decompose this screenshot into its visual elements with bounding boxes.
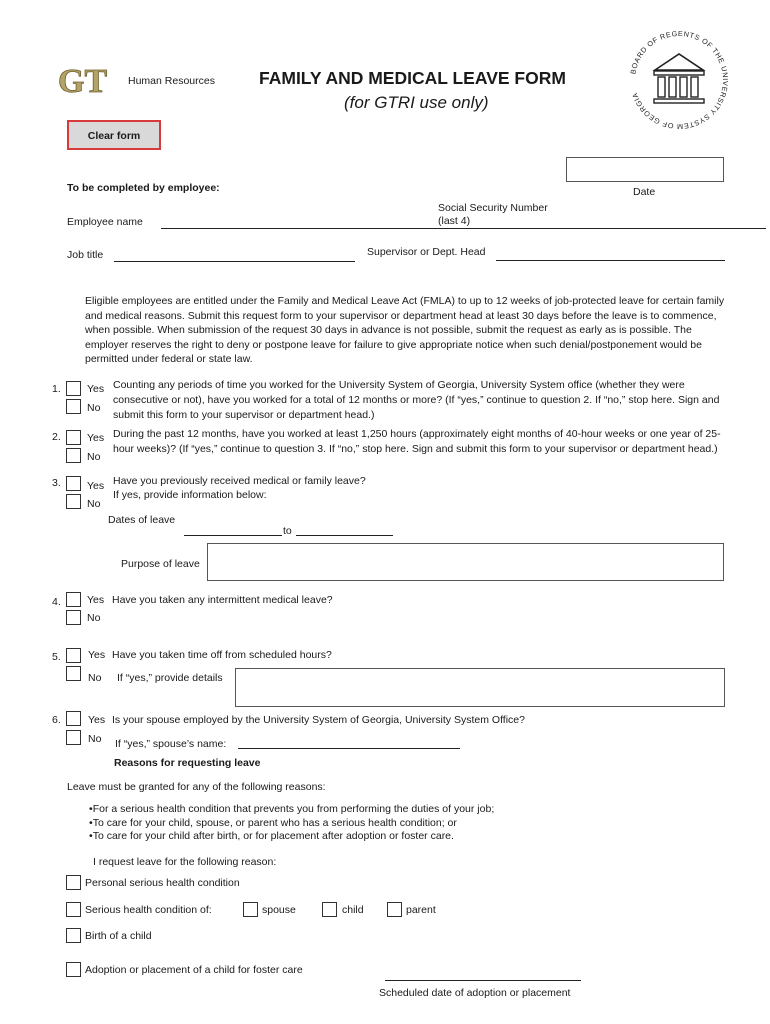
employee-name-input[interactable] [161,228,766,229]
q2-number: 2. [52,431,61,443]
q2-no-label: No [87,451,101,463]
employee-name-label: Employee name [67,216,143,228]
q4-no-label: No [87,612,101,624]
fmla-intro: Eligible employees are entitled under the Family and Medical Leave Act (FMLA) to up to 12 weeks of job-protected leave for certain family and medical reasons. Submit this request form to your supervisor or department head at least 30 days before the leave is to commence, when possible. When submission of the request 30 days in advance is not possible, submit the request as early as is possible. The employer reserves the right to deny or postpone leave for failure to give appropriate notice when such denial/postponement would be permitted under federal or state law. [85,295,725,366]
reason-item: • For a serious health condition that prevents you from performing the duties of your job; [89,803,494,817]
request-reason-label: I request leave for the following reason: [93,856,277,868]
q2-text: During the past 12 months, have you worked at least 1,250 hours (approximately eight months of 40-hour weeks or one year of 25-hour weeks)? (If “yes,” continue to question 3. If “no,” stop here. Sign and submit this form to your supervisor or department head.) [113,428,721,455]
q3-text: Have you previously received medical or family leave? [113,475,366,487]
q1-text: Counting any periods of time you worked for the University System of Georgia, University System office (whether they were consecutive or not), have you worked for a total of 12 months or more? (If “yes,” continue to question 2. If “no,” stop here. Sign and submit this form to your supervisor or department head.) [113,379,720,421]
job-title-label: Job title [67,249,104,261]
birth-of-child-checkbox[interactable] [66,928,81,943]
q5-no-label: No [88,672,102,684]
adoption-date-label: Scheduled date of adoption or placement [379,987,571,999]
q3-yes-checkbox[interactable] [66,476,81,491]
form-title: FAMILY AND MEDICAL LEAVE FORM [259,68,566,88]
q5-text: Have you taken time off from scheduled hours? [112,649,332,661]
reasons-intro: Leave must be granted for any of the following reasons: [67,781,326,793]
child-label: child [342,904,364,916]
spouse-name-label: If “yes,” spouse’s name: [115,738,227,750]
q4-number: 4. [52,596,61,608]
q5-yes-label: Yes [88,649,106,661]
q5-number: 5. [52,651,61,663]
seal-text: BOARD OF REGENTS OF THE UNIVERSITY SYSTEM OF GEORGIA [628,30,731,130]
dates-of-leave-label: Dates of leave [108,514,176,526]
employee-section-heading: To be completed by employee: [67,182,220,194]
q6-yes-label: Yes [88,714,106,726]
reasons-list [89,803,494,844]
parent-checkbox[interactable] [387,902,402,917]
q2-yes-label: Yes [87,432,105,444]
q2-yes-checkbox[interactable] [66,430,81,445]
q5-yes-checkbox[interactable] [66,648,81,663]
reasons-heading: Reasons for requesting leave [114,757,261,769]
q3-text-sub: If yes, provide information below: [113,489,267,501]
q6-yes-checkbox[interactable] [66,711,81,726]
q1-no-checkbox[interactable] [66,399,81,414]
q2-no-checkbox[interactable] [66,448,81,463]
reason-item: • To care for your child, spouse, or parent who has a serious health condition; or [89,817,494,831]
q4-text: Have you taken any intermittent medical leave? [112,594,333,606]
adoption-date-input[interactable] [385,980,581,981]
leave-end-input[interactable] [296,535,393,536]
q1-yes-label: Yes [87,383,105,395]
svg-text:BOARD OF REGENTS OF THE UNIVER [628,30,730,130]
q1-no-label: No [87,402,101,414]
spouse-label: spouse [262,904,296,916]
spouse-name-input[interactable] [238,748,460,749]
clear-form-label: Clear form [87,130,141,142]
department-label: Human Resources [128,75,215,87]
q4-yes-label: Yes [87,594,105,606]
q3-yes-label: Yes [87,480,105,492]
date-input[interactable] [566,157,724,182]
spouse-checkbox[interactable] [243,902,258,917]
purpose-of-leave-label: Purpose of leave [121,558,200,570]
q4-yes-checkbox[interactable] [66,592,81,607]
reason-item: • To care for your child after birth, or for placement after adoption or foster care. [89,830,494,844]
birth-of-child-label: Birth of a child [85,930,152,942]
job-title-input[interactable] [114,261,355,262]
adoption-checkbox[interactable] [66,962,81,977]
adoption-label: Adoption or placement of a child for foster care [85,964,303,976]
q5-details-input[interactable] [235,668,725,707]
q5-details-label: If “yes,” provide details [117,672,223,684]
child-checkbox[interactable] [322,902,337,917]
q3-no-checkbox[interactable] [66,494,81,509]
q6-text: Is your spouse employed by the University System of Georgia, University System Office? [112,714,525,726]
personal-condition-checkbox[interactable] [66,875,81,890]
clear-form-button[interactable] [67,120,161,150]
leave-start-input[interactable] [184,535,282,536]
logo-text: GT [58,64,108,96]
q1-yes-checkbox[interactable] [66,381,81,396]
supervisor-label: Supervisor or Dept. Head [367,246,486,258]
q3-number: 3. [52,477,61,489]
q6-no-checkbox[interactable] [66,730,81,745]
form-subtitle: (for GTRI use only) [344,93,489,112]
q3-no-label: No [87,498,101,510]
serious-condition-of-label: Serious health condition of: [85,904,212,916]
q1-number: 1. [52,383,61,395]
q5-no-checkbox[interactable] [66,666,81,681]
gt-logo [58,64,118,96]
q6-no-label: No [88,733,102,745]
supervisor-input[interactable] [496,260,725,261]
ssn-label-sub: (last 4) [438,215,471,227]
ssn-label: Social Security Number [438,202,548,214]
q6-number: 6. [52,714,61,726]
purpose-of-leave-input[interactable] [207,543,724,581]
parent-label: parent [406,904,436,916]
serious-condition-of-checkbox[interactable] [66,902,81,917]
date-label: Date [633,186,656,198]
q4-no-checkbox[interactable] [66,610,81,625]
board-of-regents-seal [625,30,735,130]
personal-condition-label: Personal serious health condition [85,877,240,889]
to-label: to [283,525,292,537]
